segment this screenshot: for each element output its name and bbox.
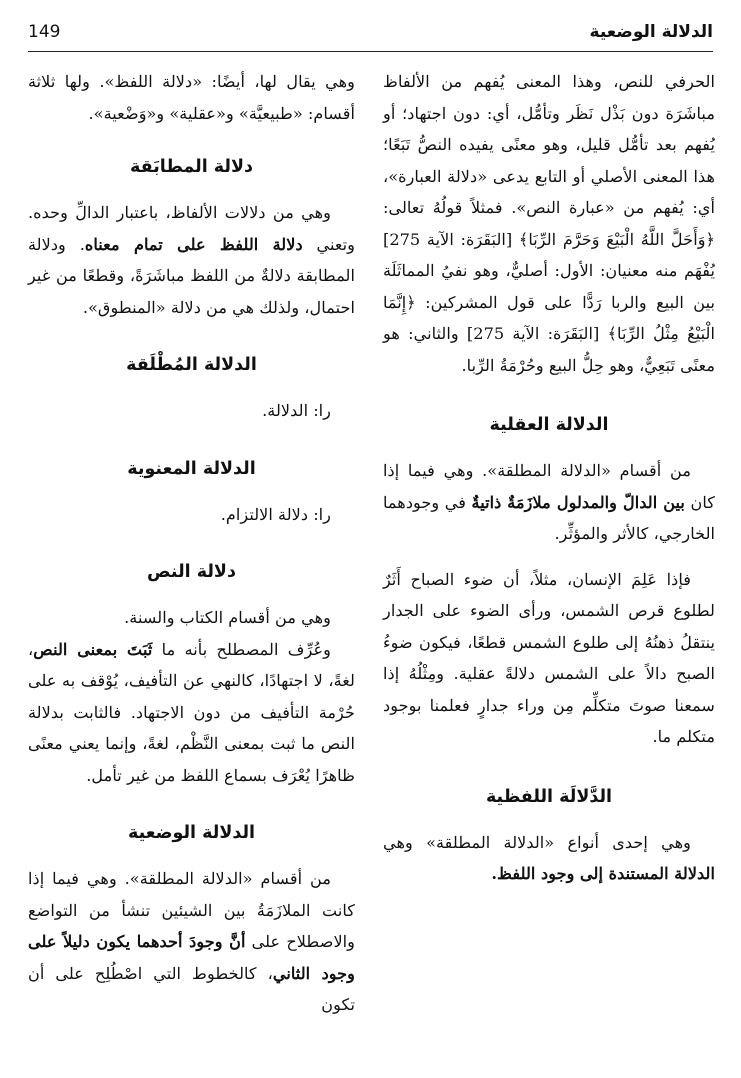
paragraph: الحرفي للنص، وهذا المعنى يُفهم من الألفاظ مباشَرَة دون بَذْل نَظَر وتأمُّل، أي: دون اجتهاد؛ أو يُفهم بعد تأمُّل قليل، وهو معنًى يفيده النصُّ تَبَعًا؛ هذا المعنى الأصلي أو التابع يدعى «دلالة العبارة»، أي: يُفهم من «عبارة النص». فمثلاً قولُهُ تعالى: ﴿وَأَحَلَّ اللَّهُ الْبَيْعَ وَحَرَّمَ الرِّبَا﴾ [البَقَرَة: الآية 275] يُفْهَم منه معنيان: الأول: أصليٌّ، وهو نفيُ المماثَلَة بين البيع والربا رَدًّا على قول المشركين: ﴿إِنَّمَا الْبَيْعُ مِثْلُ الرِّبَا﴾ [البَقَرَة: الآية 275] والثاني: هو معنًى تَبَعِيٌّ، وهو حِلُّ البيع وحُرْمَةُ الرِّبا.: [383, 72, 715, 375]
header-rule: [28, 51, 713, 52]
entry-heading: دلالة المطابَقة: [130, 157, 253, 177]
entry-heading: الدلالة المُطْلَقة: [126, 355, 257, 375]
left-column: [28, 66, 355, 1021]
paragraph: وهي يقال لها، أيضًا: «دلالة اللفظ». ولها ثلاثة أقسام: «طبيعيَّة» و«عقلية» و«وَضْعية».: [28, 72, 355, 123]
paragraph: من أقسام «الدلالة المطلقة». وهي فيما إذا كانت الملازَمَةُ بين الشيئين تنشأ من التواضع والاصطلاح على أنَّ وجودَ أحدهما يكون دليلاً على وجود الثاني، كالخطوط التي اصْطُلِح على أن تكون: [28, 869, 355, 1014]
paragraph: وهي إحدى أنواع «الدلالة المطلقة» وهي الدلالة المستندة إلى وجود اللفظ.: [383, 832, 715, 883]
paragraph: من أقسام «الدلالة المطلقة». وهي فيما إذا كان بين الدالّ والمدلول ملازَمَةٌ ذاتيةٌ في وجودهما الخارجي، كالأثر والمؤثِّر.: [383, 461, 715, 543]
paragraph: وهي من أقسام الكتاب والسنة.: [124, 608, 331, 627]
paragraph: فإذا عَلِمَ الإنسان، مثلاً، أن ضوء الصباح أَثَرٌ لطلوع قرص الشمس، ورأى الضوء على الجدار ينتقلُ ذهنُهُ إلى طلوع الشمس قطعًا، فيكون ضوءُ الصبح دالاً على الشمس دلالةً عقلية. ومِثْلُهُ إذا سمعنا صوتَ متكلِّم مِن وراء جدارٍ فعلمنا بوجود متكلم ما.: [383, 569, 715, 746]
entry-heading: الدَّلالَة اللفظية: [485, 786, 613, 807]
bold-phrase: دلالة اللفظ على تمام معناه: [84, 234, 303, 254]
right-column: [383, 66, 715, 890]
page-number: 149: [28, 22, 61, 42]
bold-phrase: بين الدالّ والمدلول ملازَمَةٌ ذاتيةٌ: [471, 492, 685, 512]
paragraph: وهي من دلالات الألفاظ، باعتبار الدالِّ وحده. وتعني دلالة اللفظ على تمام معناه. ودلالة المطابقة دلالةٌ من اللفظ مباشَرَةً، وقطعًا من غير احتمال، ولذلك هي من دلالة «المنطوق».: [28, 203, 355, 317]
running-title: الدلالة الوضعية: [589, 22, 713, 42]
entry-heading: الدلالة العقلية: [489, 415, 609, 435]
paragraph: وعُرِّف المصطلح بأنه ما ثَبَتَ بمعنى النص، لغةً، لا اجتهادًا، كالنهي عن التأفيف، يُوْقف به على حُرْمة التأفيف من دون الاجتهاد. فالثابت بدلالة النص ما ثبت بمعنى النَّظْم، لغةً، وإنما يعني معنًى ظاهرًا يُعْرَف بسماع اللفظ من غير تأمل.: [28, 639, 355, 785]
bold-phrase: ثَبَتَ بمعنى النص: [33, 639, 153, 659]
paragraph: را: الدلالة.: [262, 401, 331, 420]
page-header: [28, 14, 713, 50]
entry-heading: الدلالة المعنوية: [127, 458, 256, 479]
bold-phrase: الدلالة المستندة إلى وجود اللفظ.: [491, 864, 715, 883]
bold-phrase: أنَّ وجودَ أحدهما يكون دليلاً على وجود الثاني: [28, 932, 355, 983]
entry-heading: الدلالة الوضعية: [127, 823, 256, 843]
paragraph: را: دلالة الالتزام.: [220, 504, 331, 524]
entry-heading: دلالة النص: [147, 562, 236, 582]
